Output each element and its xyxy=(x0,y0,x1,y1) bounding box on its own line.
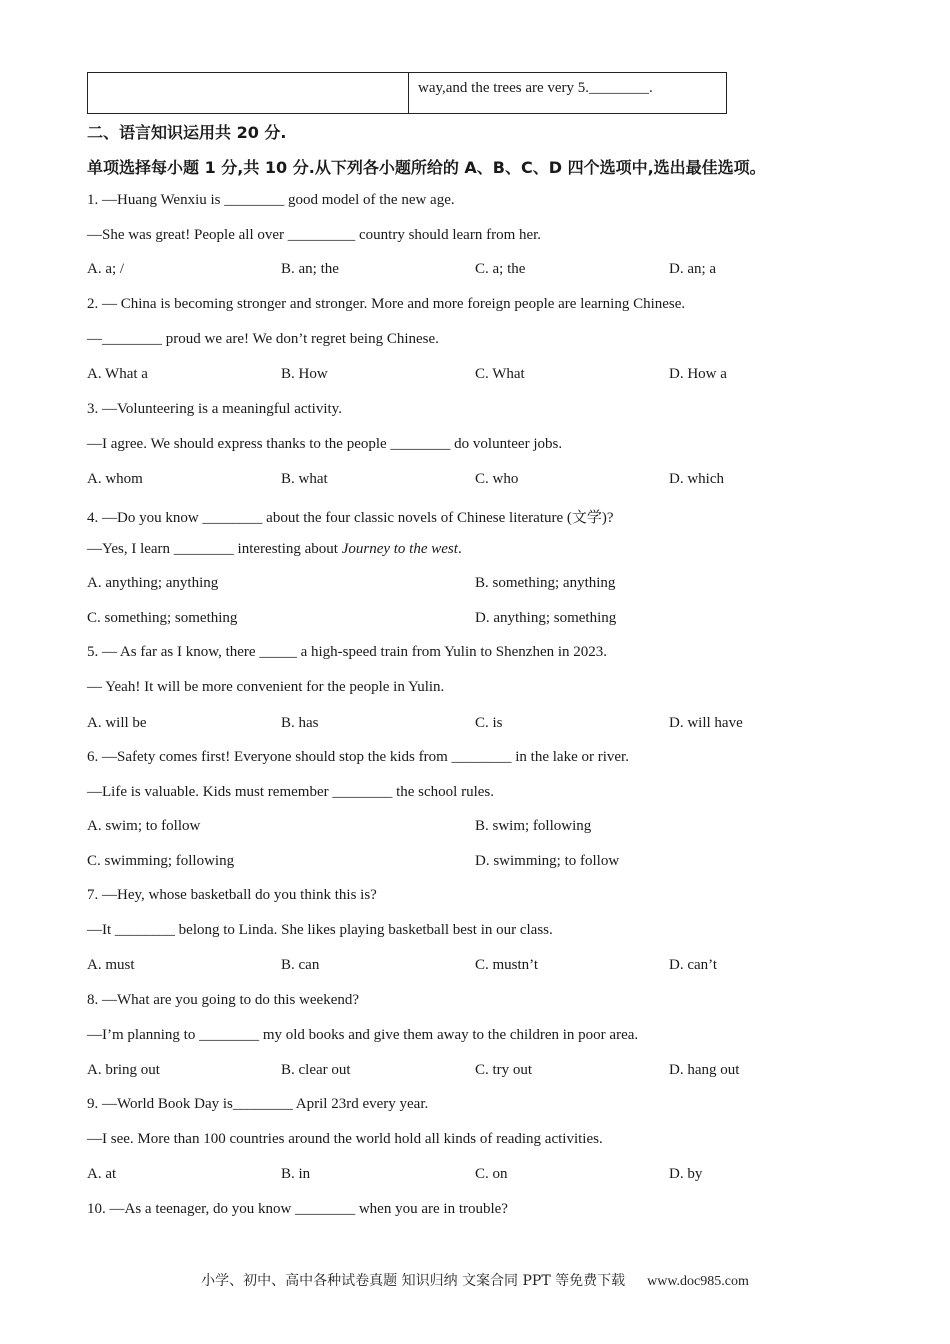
footer-url[interactable]: www.doc985.com xyxy=(647,1274,749,1289)
table-right-cell: way,and the trees are very 5.________. xyxy=(418,80,653,96)
book-title: Journey to the west xyxy=(341,541,458,557)
question-7-option-b: B. can xyxy=(281,957,320,973)
question-8-option-d: D. hang out xyxy=(669,1062,740,1078)
question-4-option-c: C. something; something xyxy=(87,610,238,626)
question-2-line-1: 2. — China is becoming stronger and stronger. More and more foreign people are learning Chinese. xyxy=(87,296,686,312)
question-2-option-d: D. How a xyxy=(669,366,727,382)
question-7-line-2: —It ________ belong to Linda. She likes playing basketball best in our class. xyxy=(87,922,553,938)
question-5-line-1: 5. — As far as I know, there _____ a high-speed train from Yulin to Shenzhen in 2023. xyxy=(87,644,608,660)
question-9-option-b: B. in xyxy=(281,1166,311,1182)
question-6-line-1: 6. —Safety comes first! Everyone should stop the kids from ________ in the lake or river. xyxy=(87,749,629,765)
question-7-option-c: C. mustn’t xyxy=(475,957,539,973)
question-9-option-c: C. on xyxy=(475,1166,508,1182)
question-3-line-1: 3. —Volunteering is a meaningful activity. xyxy=(87,401,342,417)
question-1-option-c: C. a; the xyxy=(475,261,526,277)
question-9-line-2: —I see. More than 100 countries around the world hold all kinds of reading activities. xyxy=(87,1131,603,1147)
question-6-option-a: A. swim; to follow xyxy=(87,818,201,834)
question-5-option-a: A. will be xyxy=(87,715,147,731)
page-footer xyxy=(0,1270,950,1290)
question-8-line-1: 8. —What are you going to do this weekend? xyxy=(87,992,360,1008)
footer-text: 小学、初中、高中各种试卷真题 知识归纳 文案合同 PPT 等免费下载 xyxy=(201,1273,626,1289)
question-4-line-2-prefix: —Yes, I learn ________ interesting about xyxy=(87,541,342,557)
question-3-option-a: A. whom xyxy=(87,471,143,487)
question-9-line-1: 9. —World Book Day is________ April 23rd every year. xyxy=(87,1096,429,1112)
question-7-option-a: A. must xyxy=(87,957,135,973)
question-1-line-2: —She was great! People all over _________ country should learn from her. xyxy=(87,227,542,243)
question-4-line-2 xyxy=(87,541,462,558)
question-3-option-b: B. what xyxy=(281,471,328,487)
question-4-line-1: 4. —Do you know ________ about the four classic novels of Chinese literature (文学)? xyxy=(87,510,614,526)
question-3-option-c: C. who xyxy=(475,471,519,487)
question-5-option-c: C. is xyxy=(475,715,503,731)
question-3-option-d: D. which xyxy=(669,471,724,487)
question-6-option-b: B. swim; following xyxy=(475,818,592,834)
question-9-option-a: A. at xyxy=(87,1166,117,1182)
question-9-option-d: D. by xyxy=(669,1166,703,1182)
question-3-line-2: —I agree. We should express thanks to the people ________ do volunteer jobs. xyxy=(87,436,563,452)
question-8-line-2: —I’m planning to ________ my old books and give them away to the children in poor area. xyxy=(87,1027,639,1043)
question-1-line-1: 1. —Huang Wenxiu is ________ good model of the new age. xyxy=(87,192,455,208)
question-4-option-d: D. anything; something xyxy=(475,610,617,626)
question-8-option-c: C. try out xyxy=(475,1062,533,1078)
question-2-option-b: B. How xyxy=(281,366,328,382)
question-2-option-a: A. What a xyxy=(87,366,148,382)
question-4-option-b: B. something; anything xyxy=(475,575,616,591)
question-6-option-c: C. swimming; following xyxy=(87,853,235,869)
question-6-line-2: —Life is valuable. Kids must remember ________ the school rules. xyxy=(87,784,494,800)
question-4-line-2-suffix: . xyxy=(457,541,462,557)
question-5-line-2: — Yeah! It will be more convenient for the people in Yulin. xyxy=(87,679,445,695)
question-4-option-a: A. anything; anything xyxy=(87,575,219,591)
question-8-option-a: A. bring out xyxy=(87,1062,160,1078)
question-6-option-d: D. swimming; to follow xyxy=(475,853,620,869)
question-5-option-d: D. will have xyxy=(669,715,743,731)
question-1-option-b: B. an; the xyxy=(281,261,339,277)
section-instructions: 单项选择每小题 1 分,共 10 分.从下列各小题所给的 A、B、C、D 四个选项中,选出最佳选项。 xyxy=(87,158,766,177)
question-2-option-c: C. What xyxy=(475,366,525,382)
question-1-option-a: A. a; / xyxy=(87,261,125,277)
question-10-line-1: 10. —As a teenager, do you know ________ when you are in trouble? xyxy=(87,1201,508,1217)
answer-table xyxy=(87,72,727,114)
section-title: 二、语言知识运用共 20 分. xyxy=(87,123,287,142)
question-2-line-2: —________ proud we are! We don’t regret being Chinese. xyxy=(87,331,439,347)
question-7-line-1: 7. —Hey, whose basketball do you think this is? xyxy=(87,887,377,903)
question-5-option-b: B. has xyxy=(281,715,319,731)
question-7-option-d: D. can’t xyxy=(669,957,718,973)
table-divider xyxy=(408,73,409,113)
question-1-option-d: D. an; a xyxy=(669,261,717,277)
question-8-option-b: B. clear out xyxy=(281,1062,351,1078)
